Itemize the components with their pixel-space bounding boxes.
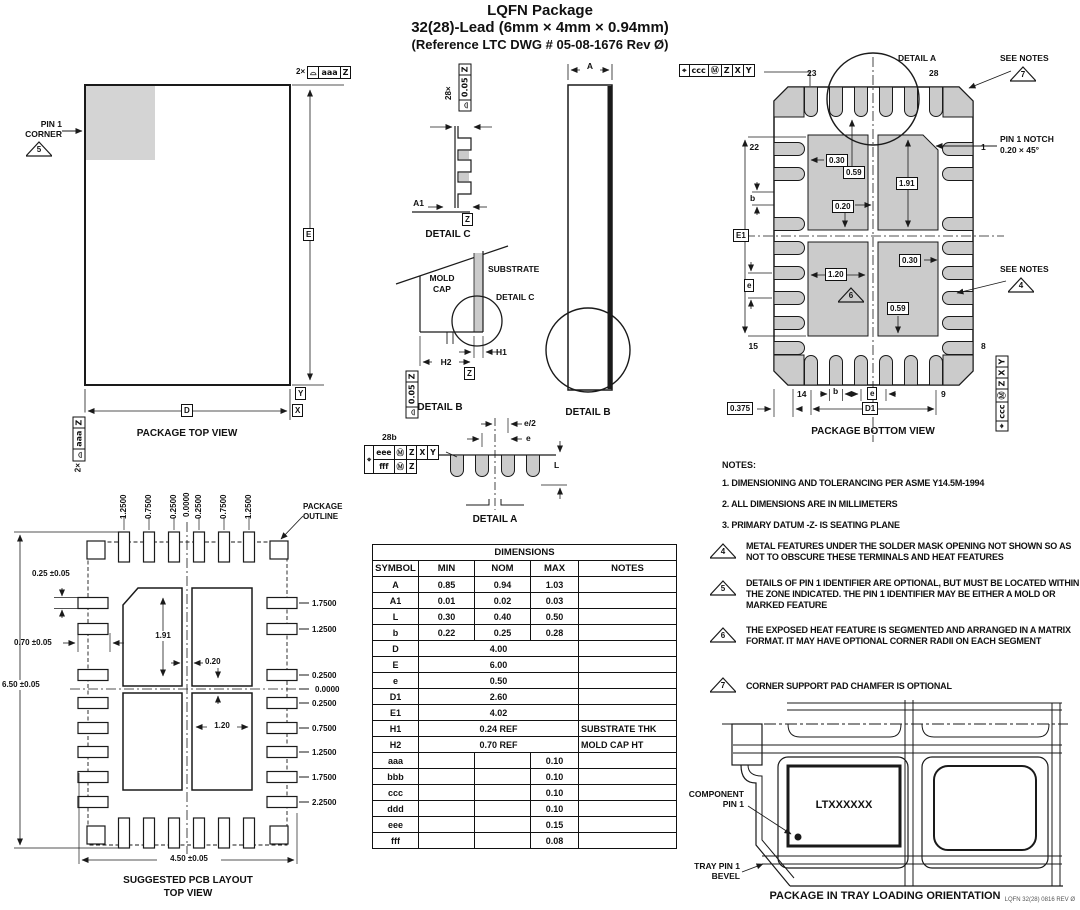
detail-c-caption: DETAIL C <box>425 229 471 240</box>
substrate-label: SUBSTRATE <box>488 264 540 274</box>
mold-cap-label-line1: MOLD <box>429 273 455 283</box>
table-row: A 0.85 0.94 1.03 <box>373 577 677 593</box>
pcb-dim-650-label: 6.50 ±0.05 <box>2 680 40 689</box>
dimensions-table-title: DIMENSIONS <box>373 545 677 561</box>
table-row: e 0.50 <box>373 673 677 689</box>
table-row: E 6.00 <box>373 657 677 673</box>
table-row: A1 0.01 0.02 0.03 <box>373 593 677 609</box>
position-icon: ⌖ <box>365 446 374 474</box>
detailc-profile-fcf: ⌓ 0.05 Z <box>459 61 472 115</box>
dim-l-label: L <box>554 460 560 470</box>
pcb-right-label-0: 1.7500 <box>312 599 337 608</box>
bottomview-position-fcf-top: ⌖ ccc Ⓜ Z X Y <box>679 64 755 77</box>
detail-a-caption: DETAIL A <box>472 514 518 525</box>
pin-28-label: 28 <box>929 68 939 78</box>
pcb-right-label-5: 0.7500 <box>312 724 337 733</box>
detail-a-ref-label: DETAIL A <box>898 53 937 63</box>
dim-030b-box: 0.30 <box>899 254 921 267</box>
table-row: ddd 0.10 <box>373 801 677 817</box>
tray-linework <box>722 700 1068 886</box>
pcb-dim-120-label: 1.20 <box>207 721 237 731</box>
note-6: THE EXPOSED HEAT FEATURE IS SEGMENTED AND ARRANGED IN A MATRIX FORMAT. IT MAY HAVE OPTIONAL CORNER RADII ON EACH SEGMENT <box>746 625 1071 646</box>
topview-profile-fcf-left: 2× ⌓ aaa Z <box>73 413 86 477</box>
table-row: bbb 0.10 <box>373 769 677 785</box>
note4-triangle-marker: 4 <box>1008 277 1034 293</box>
package-outline-label-line2: OUTLINE <box>303 512 339 521</box>
note-3: 3. PRIMARY DATUM -Z- IS SEATING PLANE <box>722 520 900 530</box>
position-icon: ⌖ <box>679 64 690 77</box>
pcb-dim-025-label: 0.25 ±0.05 <box>32 569 70 578</box>
dim-h1-label: H1 <box>496 347 507 357</box>
pcb-right-label-2: 0.2500 <box>312 671 337 680</box>
note4-list-triangle: 4 <box>710 543 736 559</box>
pin-1-label: 1 <box>981 142 986 152</box>
datum-z-box-detailb: Z <box>464 367 475 380</box>
pcb-top-label-2: 0.2500 <box>169 494 178 519</box>
detail-c-ref-label: DETAIL C <box>496 292 535 302</box>
note-7: CORNER SUPPORT PAD CHAMFER IS OPTIONAL <box>746 681 952 691</box>
position-icon: ⌖ <box>996 421 1009 432</box>
bottom-view-linework <box>745 53 1011 442</box>
package-subtitle: 32(28)-Lead (6mm × 4mm × 0.94mm) <box>411 19 669 36</box>
pin1-notch-label-line2: 0.20 × 45° <box>1000 145 1040 155</box>
pin-9-label: 9 <box>941 389 946 399</box>
pcb-top-label-1: 0.7500 <box>144 494 153 519</box>
dim-a-label: A <box>580 61 600 71</box>
table-row: ccc 0.10 <box>373 785 677 801</box>
col-symbol: SYMBOL <box>373 561 419 577</box>
dim-120-box: 1.20 <box>825 268 847 281</box>
detail-a-linework <box>438 418 567 510</box>
table-row: fff 0.08 <box>373 833 677 849</box>
table-row: H1 0.24 REF SUBSTRATE THK <box>373 721 677 737</box>
pcb-caption-line1: SUGGESTED PCB LAYOUT <box>123 875 253 886</box>
dim-a1-label: A1 <box>413 198 424 208</box>
note-5: DETAILS OF PIN 1 IDENTIFIER ARE OPTIONAL, BUT MUST BE LOCATED WITHIN THE ZONE INDICATED. THE PIN 1 IDENTIFIER MAY BE EITHER A MOLD OR MARKED FEATURE <box>746 578 1080 610</box>
page-title: LQFN Package <box>487 2 593 19</box>
dim-e-half-label: e/2 <box>524 418 536 428</box>
drawing-reference: (Reference LTC DWG # 05-08-1676 Rev Ø) <box>411 37 669 52</box>
mmc-icon: Ⓜ <box>709 64 722 77</box>
note6-triangle-marker: 6 <box>838 287 864 303</box>
profile-icon: ⌓ <box>73 449 86 461</box>
see-notes-4-label: SEE NOTES <box>1000 264 1049 274</box>
pcb-caption-line2: TOP VIEW <box>163 888 213 899</box>
datum-x-box: X <box>292 404 303 417</box>
table-row: b 0.22 0.25 0.28 <box>373 625 677 641</box>
top-view-linework <box>62 85 344 420</box>
note7-list-triangle: 7 <box>710 677 736 693</box>
pin-14-label: 14 <box>797 389 807 399</box>
drawing-rev-footnote: LQFN 32(28) 0816 REV Ø <box>1004 897 1075 903</box>
pcb-right-label-8: 2.2500 <box>312 798 337 807</box>
mmc-icon: Ⓜ <box>394 460 407 474</box>
detailb-profile-fcf: ⌓ 0.05 Z <box>406 368 419 422</box>
note-2: 2. ALL DIMENSIONS ARE IN MILLIMETERS <box>722 499 898 509</box>
tray-pin1-bevel-label-line1: TRAY PIN 1 <box>694 861 740 871</box>
dim-e1-box: E1 <box>733 229 749 242</box>
dim-b-bottom-label: b <box>833 386 839 396</box>
detaila-28b-label: 28b <box>382 432 397 442</box>
dim-e-bottom-box: e <box>867 387 877 400</box>
table-row: eee 0.15 <box>373 817 677 833</box>
table-row: D 4.00 <box>373 641 677 657</box>
col-nom: NOM <box>475 561 531 577</box>
pcb-right-label-4: 0.2500 <box>312 699 337 708</box>
pin-15-label: 15 <box>748 341 758 351</box>
datum-z-box-detailc: Z <box>462 213 473 226</box>
pcb-top-label-6: 1.2500 <box>244 494 253 519</box>
mold-cap-label-line2: CAP <box>433 284 451 294</box>
dim-0375-box: 0.375 <box>727 402 753 415</box>
table-row: D1 2.60 <box>373 689 677 705</box>
see-notes-7-label: SEE NOTES <box>1000 53 1049 63</box>
pcb-top-label-0: 1.2500 <box>119 494 128 519</box>
dim-059b-box: 0.59 <box>887 302 909 315</box>
detail-c-linework <box>412 126 492 212</box>
top-view-caption: PACKAGE TOP VIEW <box>136 428 238 439</box>
component-pin1-label-line1: COMPONENT <box>688 789 744 799</box>
profile-icon: ⌓ <box>459 99 472 111</box>
dim-020-box: 0.20 <box>832 200 854 213</box>
dim-059a-box: 0.59 <box>843 166 865 179</box>
dim-d1-box: D1 <box>862 402 878 415</box>
tray-pin1-bevel-label-line2: BEVEL <box>711 871 740 881</box>
note-4: METAL FEATURES UNDER THE SOLDER MASK OPENING NOT SHOWN SO AS NOT TO OBSCURE THESE TERMINALS AND HEAT FEATURES <box>746 541 1072 562</box>
pcb-dim-191-label: 1.91 <box>149 631 177 641</box>
detailc-qty-label: 28× <box>444 86 453 100</box>
detail-b-caption: DETAIL B <box>417 402 463 413</box>
table-row: L 0.30 0.40 0.50 <box>373 609 677 625</box>
note5-list-triangle: 5 <box>710 580 736 596</box>
pin1-corner-label-line1: PIN 1 <box>40 119 62 129</box>
note5-triangle-marker: 5 <box>26 141 52 157</box>
pin1-corner-label-line2: CORNER <box>25 129 62 139</box>
bottom-view-caption: PACKAGE BOTTOM VIEW <box>811 426 935 437</box>
datum-y-box: Y <box>295 387 306 400</box>
pcb-top-label-3: 0.0000 <box>182 492 191 517</box>
package-outline-label-line1: PACKAGE <box>303 502 343 511</box>
table-row: aaa 0.10 <box>373 753 677 769</box>
component-pin1-label-line2: PIN 1 <box>722 799 744 809</box>
bottomview-position-fcf-right: ⌖ ccc Ⓜ Z X Y <box>996 352 1009 436</box>
pcb-right-label-7: 1.7500 <box>312 773 337 782</box>
dim-b-left-label: b <box>750 193 756 203</box>
dim-e-label: e <box>526 433 531 443</box>
pin-8-label: 8 <box>981 341 986 351</box>
topview-profile-fcf-top: 2× ⌓ aaa Z <box>296 66 351 79</box>
dimensions-table <box>372 544 677 849</box>
col-notes: NOTES <box>579 561 677 577</box>
table-row: E1 4.02 <box>373 705 677 721</box>
detail-b-ref-caption: DETAIL B <box>565 407 611 418</box>
pin-23-label: 23 <box>807 68 817 78</box>
dim-191-box: 1.91 <box>896 177 918 190</box>
pcb-right-label-6: 1.2500 <box>312 748 337 757</box>
dim-e-box: E <box>303 228 314 241</box>
dim-h2-label: H2 <box>434 357 458 367</box>
note-1: 1. DIMENSIONING AND TOLERANCING PER ASME Y14.5M-1994 <box>722 478 985 488</box>
pin1-notch-label-line1: PIN 1 NOTCH <box>1000 134 1054 144</box>
notes-heading: NOTES: <box>722 460 757 470</box>
pcb-dim-070-label: 0.70 ±0.05 <box>14 638 52 647</box>
dim-e-left-box: e <box>744 279 754 292</box>
col-max: MAX <box>531 561 579 577</box>
pcb-dim-450-label: 4.50 ±0.05 <box>157 854 221 864</box>
pcb-right-label-3: 0.0000 <box>315 685 340 694</box>
tray-caption: PACKAGE IN TRAY LOADING ORIENTATION <box>769 890 1001 902</box>
profile-icon: ⌓ <box>307 66 319 79</box>
note7-triangle-marker: 7 <box>1010 66 1036 82</box>
mmc-icon: Ⓜ <box>394 446 407 460</box>
note6-list-triangle: 6 <box>710 627 736 643</box>
mmc-icon: Ⓜ <box>996 389 1009 402</box>
col-min: MIN <box>419 561 475 577</box>
pcb-dim-020-label: 0.20 <box>205 657 221 666</box>
pcb-top-label-5: 0.7500 <box>219 494 228 519</box>
detaila-position-fcf: ⌖ eee Ⓜ Z X Y fff Ⓜ Z <box>364 445 439 474</box>
tray-part-marking: LTXXXXXX <box>815 799 873 811</box>
dim-030a-box: 0.30 <box>826 154 848 167</box>
dim-d-box: D <box>181 404 193 417</box>
pin-22-label: 22 <box>749 142 759 152</box>
pcb-top-label-4: 0.2500 <box>194 494 203 519</box>
table-row: H2 0.70 REF MOLD CAP HT <box>373 737 677 753</box>
side-view-linework <box>546 64 630 392</box>
pcb-right-label-1: 1.2500 <box>312 625 337 634</box>
profile-icon: ⌓ <box>406 406 419 418</box>
